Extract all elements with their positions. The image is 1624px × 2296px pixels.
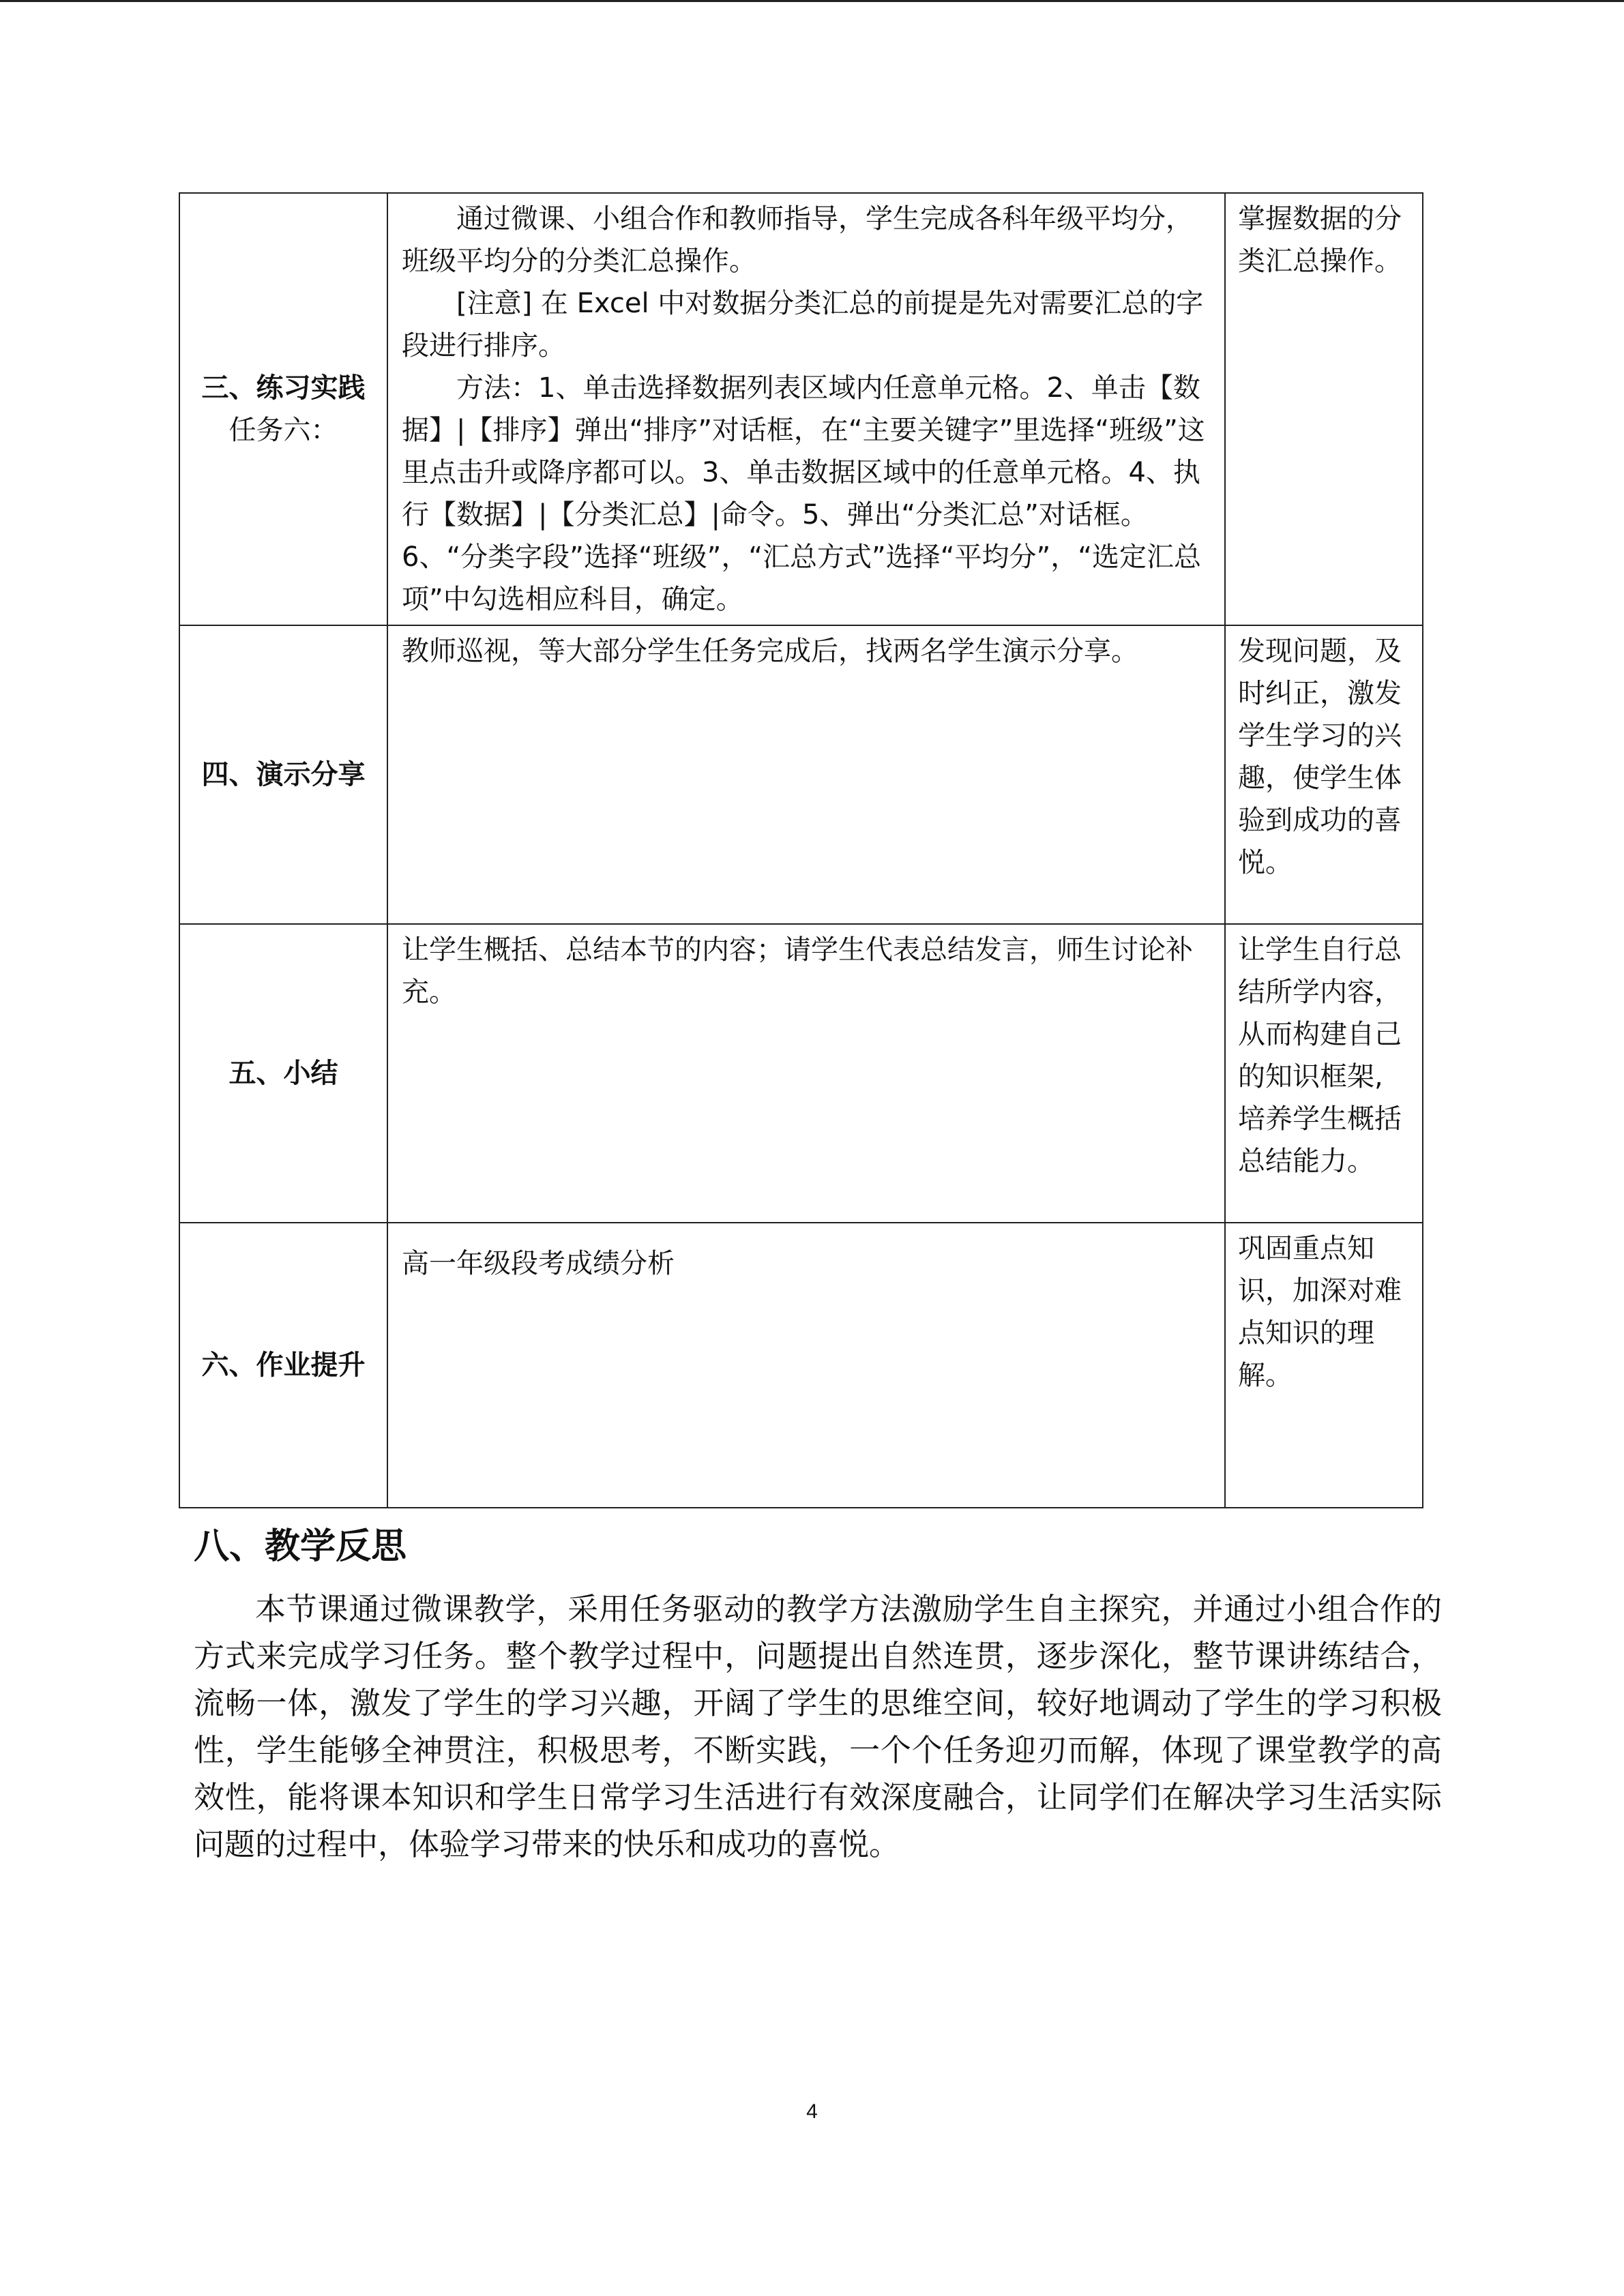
stage-cell-homework: 六、作业提升	[179, 1223, 387, 1508]
page-top-border	[0, 0, 1624, 2]
content-paragraph: 让学生概括、总结本节的内容；请学生代表总结发言，师生讨论补充。	[402, 934, 1193, 1008]
content-cell-homework	[387, 1223, 1225, 1508]
content-cell-summary	[387, 924, 1225, 1223]
content-paragraph: 通过微课、小组合作和教师指导，学生完成各科年级平均分，班级平均分的分类汇总操作。	[402, 203, 1193, 277]
purpose-cell-summary: 让学生自行总结所学内容，从而构建自己的知识框架,培养学生概括总结能力。	[1225, 924, 1423, 1223]
stage-sublabel: 任务六：	[228, 415, 338, 446]
purpose-cell-demo: 发现问题，及时纠正，激发学生学习的兴趣，使学生体验到成功的喜悦。	[1225, 625, 1423, 924]
table-row-practice	[179, 193, 1423, 625]
stage-cell-practice	[179, 193, 387, 625]
purpose-cell-homework: 巩固重点知识，加深对难点知识的理解。	[1225, 1223, 1423, 1508]
stage-label: 三、练习实践	[201, 372, 366, 404]
section-heading: 八、教学反思	[194, 1526, 407, 1567]
purpose-cell-practice: 掌握数据的分类汇总操作。	[1225, 193, 1423, 625]
content-cell-demo	[387, 625, 1225, 924]
table-row-summary	[179, 924, 1423, 1223]
reflection-paragraph: 本节课通过微课教学，采用任务驱动的教学方法激励学生自主探究，并通过小组合作的方式来完成学习任务。整个教学过程中，问题提出自然连贯，逐步深化，整节课讲练结合，流畅一体，激发了学生的学习兴趣，开阔了学生的思维空间，较好地调动了学生的学习积极性，学生能够全神贯注，积极思考，不断实践，一个个任务迎刃而解，体现了课堂教学的高效性，能将课本知识和学生日常学习生活进行有效深度融合，让同学们在解决学习生活实际问题的过程中，体验学习带来的快乐和成功的喜悦。	[194, 1591, 1442, 1862]
table-row-demo	[179, 625, 1423, 924]
table-row-homework	[179, 1223, 1423, 1508]
stage-cell-summary: 五、小结	[179, 924, 387, 1223]
page-number: 4	[806, 2100, 818, 2123]
content-paragraph: 方法：1、单击选择数据列表区域内任意单元格。2、单击【数据】|【排序】弹出“排序”对话框，在“主要关键字”里选择“班级”这里点击升或降序都可以。3、单击数据区域中的任意单元格。4、执行【数据】|【分类汇总】|命令。5、弹出“分类汇总”对话框。6、“分类字段”选择“班级”，“汇总方式”选择“平均分”，“选定汇总项”中勾选相应科目，确定。	[402, 372, 1205, 615]
content-paragraph: 教师巡视，等大部分学生任务完成后，找两名学生演示分享。	[402, 636, 1138, 667]
content-cell-practice	[387, 193, 1225, 625]
content-paragraph: 高一年级段考成绩分析	[402, 1248, 675, 1279]
stage-cell-demo: 四、演示分享	[179, 625, 387, 924]
teaching-process-table	[179, 192, 1423, 1508]
content-paragraph: [注意] 在 Excel 中对数据分类汇总的前提是先对需要汇总的字段进行排序。	[402, 288, 1204, 361]
